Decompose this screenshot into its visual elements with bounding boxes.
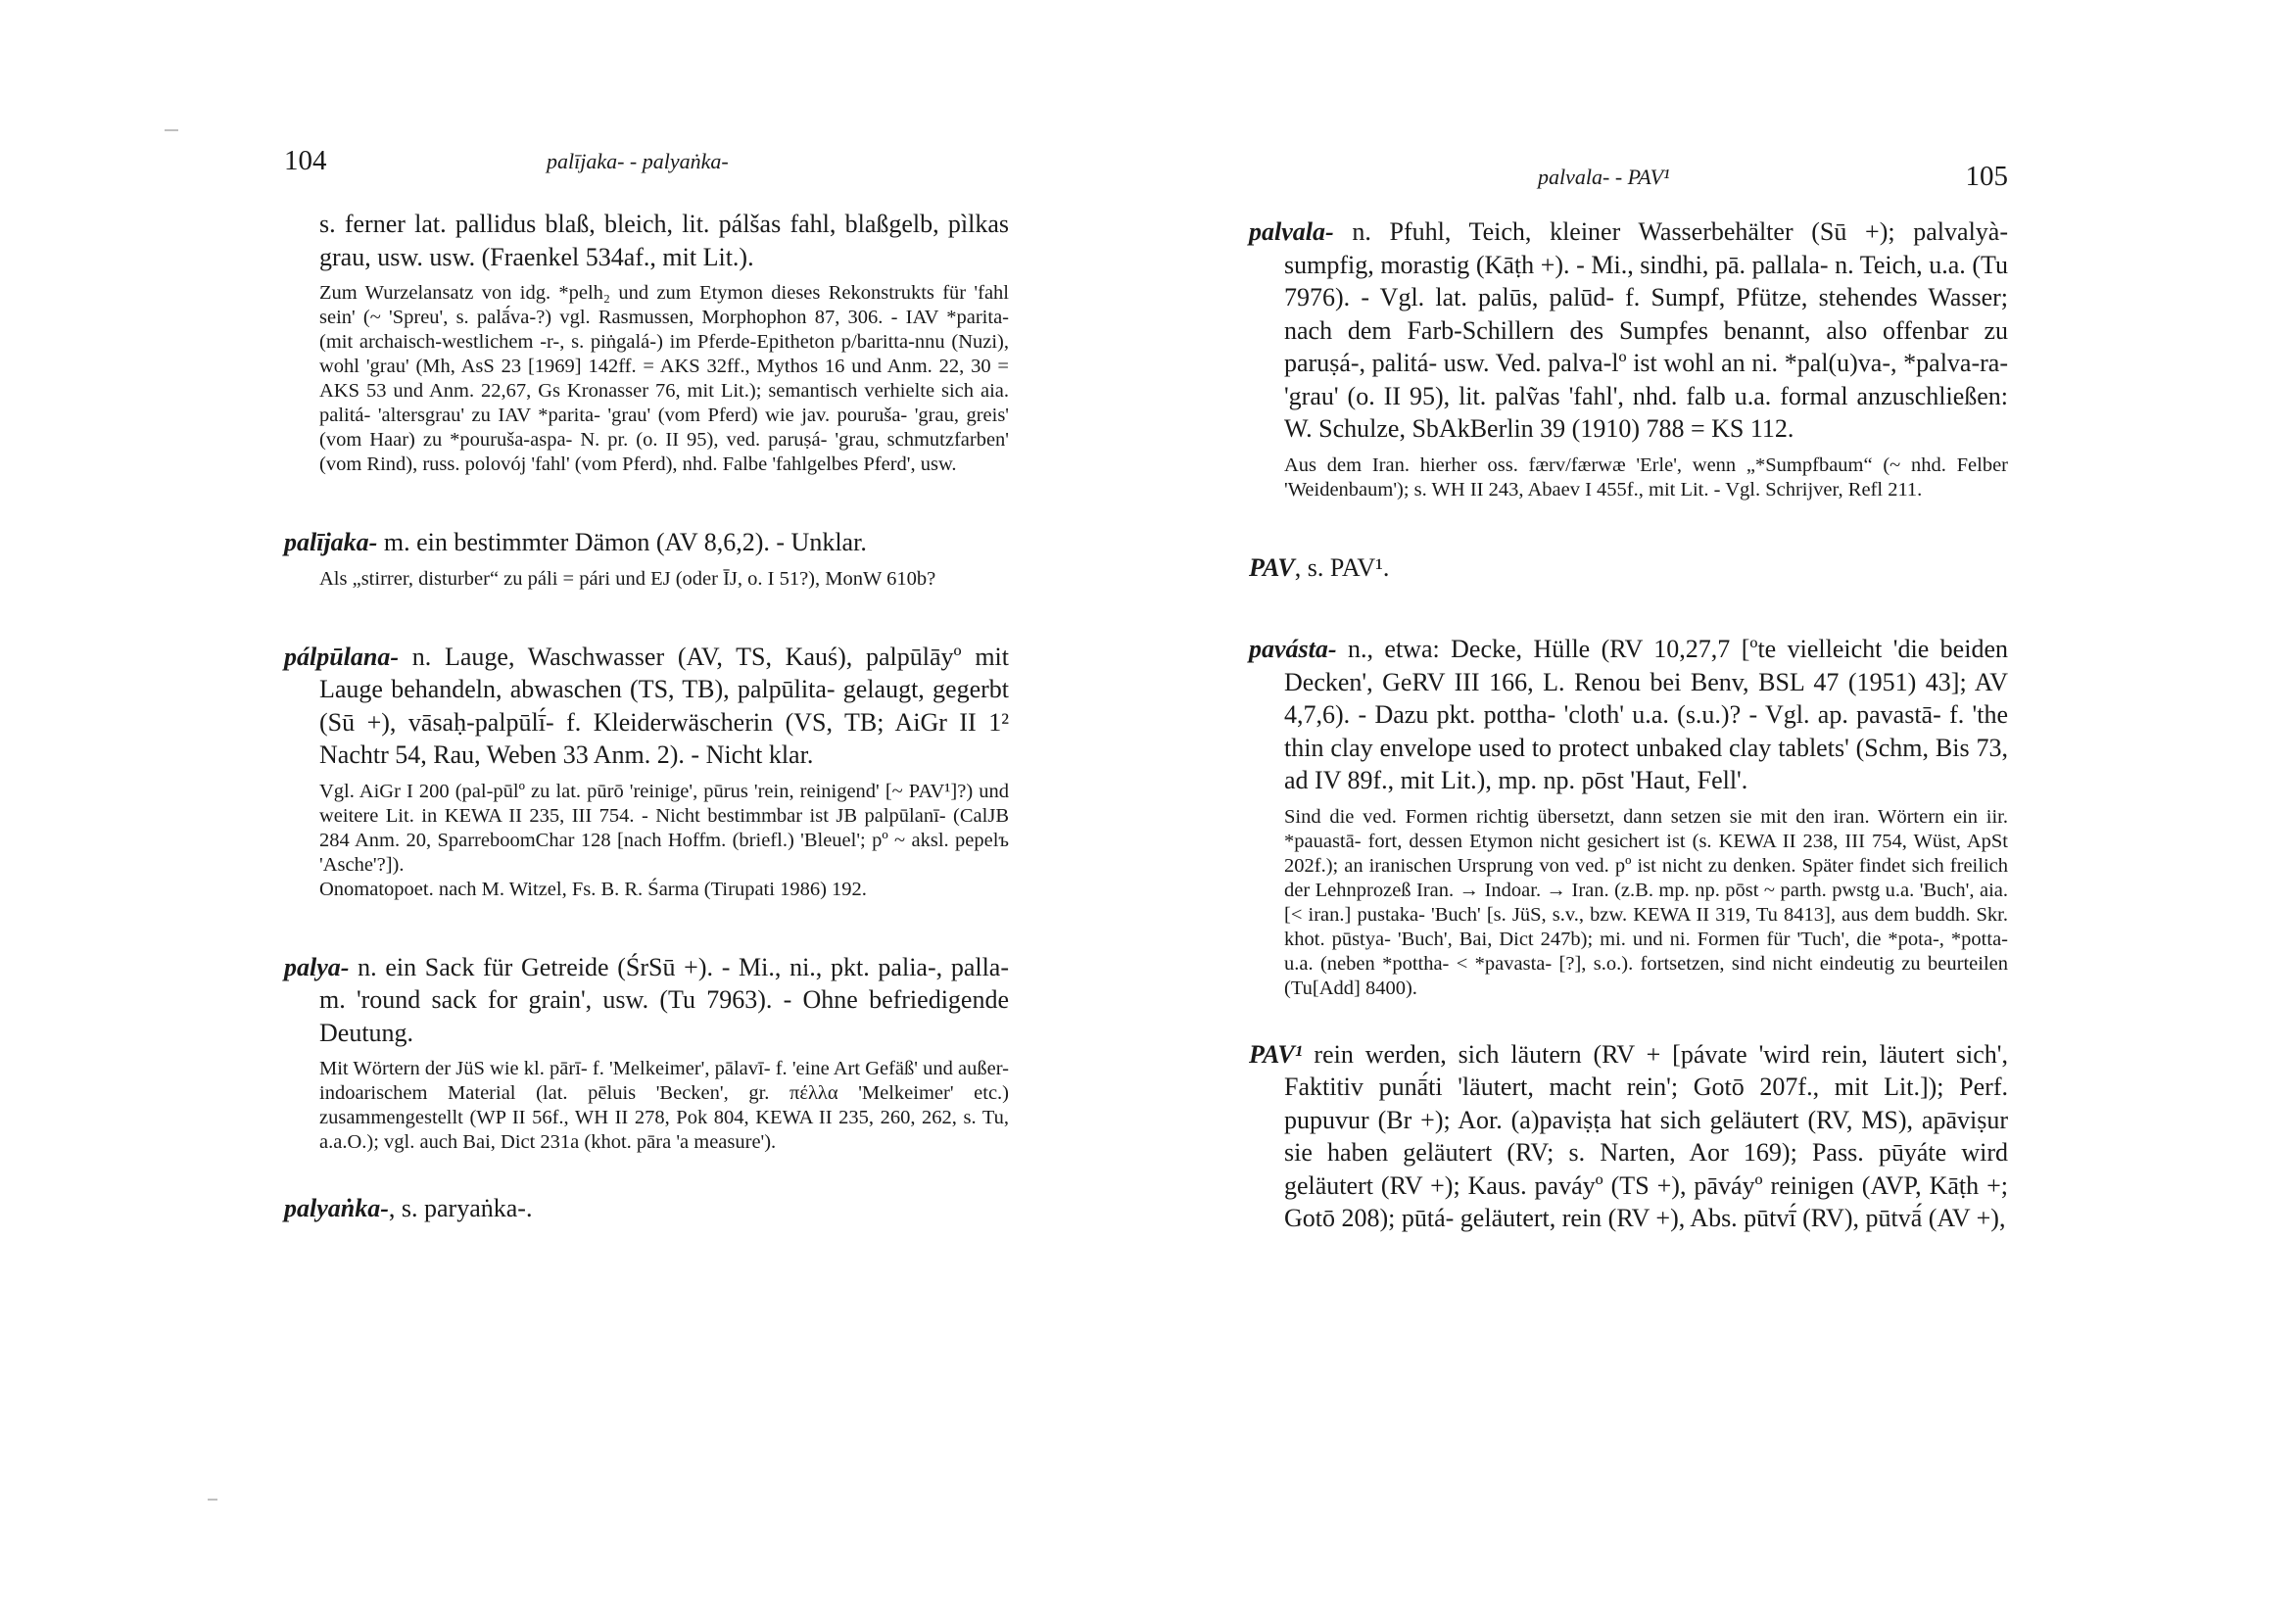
entry-continuation [284, 208, 1009, 477]
lemma: pálpūlana- [284, 642, 400, 671]
entry-note: Zum Wurzelansatz von idg. *pelh₂ und zum Etymon dieses Rekonstrukts für 'fahl sein' (~ 'Spreu', s. palā́va-?) vgl. Rasmussen, Morphophon 87, 306. - IAV *parita- (mit archaisch-westlichem -r-, s. piṅgalá-) im Pferde-Epitheton p/baritta-nnu (Nuzi), wohl 'grau' (Mh, AsS 23 [1969] 142ff. = AKS 32ff., Mythos 16 und Anm. 22, 30 = AKS 53 und Anm. 22,67, Gs Kronasser 76, mit Lit.); semantisch verhielte sich aia. palitá- 'altersgrau' zu IAV *parita- 'grau' (vom Pferd) wie jav. pouruša- 'grau, greis' (vom Haar) zu *pouruša-aspa- N. pr. (o. II 95), ved. paruṣá- 'grau, schmutzfarben' (vom Rind), russ. polovój 'fahl' (vom Pferd), nhd. Falbe 'fahlgelbes Pferd', usw. [319, 282, 1009, 475]
scan-mark-top [165, 129, 178, 131]
lemma: pavásta- [1249, 635, 1337, 663]
entry-pav1 [1249, 1038, 2008, 1235]
entry-text: s. ferner lat. pallidus blaß, bleich, lit. pálšas fahl, blaßgelb, pìlkas grau, usw. usw. (Fraenkel 534af., mit Lit.). [319, 210, 1009, 271]
entry-text: , s. paryaṅka-. [388, 1194, 533, 1222]
entry-note: Als „stirrer, disturber“ zu páli = pári und EJ (oder ĪJ, o. I 51?), MonW 610b? [319, 567, 936, 590]
entry-pavasta [1249, 633, 2008, 1001]
entry-palpulana [284, 641, 1009, 902]
entry-text: n. ein Sack für Getreide (ŚrSū +). - Mi., ni., pkt. palia-, palla- m. 'round sack for grain', usw. (Tu 7963). - Ohne befriedigende Deutung. [319, 952, 1009, 1047]
entry-note: Vgl. AiGr I 200 (pal-pūlº zu lat. pūrō 'reinige', pūrus 'rein, reinigend' [~ PAV¹]?) und weitere Lit. in KEWA II 235, III 754. - Nicht bestimmbar ist JB palpūlanī- (CalJB 284 Anm. 20, SparreboomChar 128 [nach Hoffm. (briefl.) 'Bleuel'; pº ~ aksl. pepelъ 'Asche'?]). [319, 780, 1009, 876]
lemma: palyaṅka- [284, 1194, 389, 1222]
scan-mark-bottom [208, 1499, 217, 1501]
lemma: PAV [1249, 552, 1295, 582]
lemma: palvala- [1249, 217, 1334, 246]
right-page-content [1249, 215, 2008, 1235]
entry-note-continued: Onomatopoet. nach M. Witzel, Fs. B. R. Śarma (Tirupati 1986) 192. [319, 878, 867, 900]
lemma: PAV¹ [1249, 1039, 1303, 1069]
entry-text: m. ein bestimmter Dämon (AV 8,6,2). - Unklar. [377, 528, 867, 556]
entry-pav [1249, 551, 2008, 585]
entry-note: Sind die ved. Formen richtig übersetzt, dann setzen sie mit den iran. Wörtern ein iir. *pauastā- fort, dessen Etymon nicht gesichert ist (s. KEWA II 238, III 754, Wüst, ApSt 202f.); an iranischen Ursprung von ved. pº ist nicht zu denken. Später findet sich freilich der Lehnprozeß Iran. → Indoar. → Iran. (z.B. mp. np. pōst ~ parth. pwstg u.a. 'Buch', aia. [< iran.] pustaka- 'Buch' [s. JüS, s.v., bzw. KEWA II 319, Tu 8413], aus dem buddh. Skr. khot. pūstya- 'Buch', Bai, Dict 247b); mi. und ni. Formen für 'Tuch', die *pota-, *potta- u.a. (neben *pottha- < *pavasta- [?], s.o.). fortsetzen, sind nicht eindeutig zu beurteilen (Tu[Add] 8400). [1284, 805, 2008, 999]
running-head: palījaka- - palyaṅka- [547, 149, 729, 173]
page-number: 105 [1965, 161, 2008, 192]
page-number: 104 [284, 145, 327, 176]
entry-text: n., etwa: Decke, Hülle (RV 10,27,7 [ºte vielleicht 'die beiden Decken', GeRV III 166, L. Renou bei Benv, BSL 47 (1951) 43]; AV 4,7,6). - Dazu pkt. pottha- 'cloth' u.a. (s.u.)? - Vgl. ap. pavastā- f. 'the thin clay envelope used to protect unbaked clay tablets' (Schm, Bis 73, ad IV 89f., mit Lit.), mp. np. pōst 'Haut, Fell'. [1284, 635, 2008, 794]
entry-palyanka [284, 1192, 1009, 1225]
entry-text: rein werden, sich läutern (RV + [pávate 'wird rein, läutert sich', Faktitiv punā́ti 'läutert, macht rein'; Gotō 207f., mit Lit.]); Perf. pupuvur (Br +); Aor. (a)paviṣṭa hat sich geläutert (RV, MS), apāviṣur sie haben geläutert (RV; s. Narten, Aor 169); Pass. pūyáte wird geläutert (RV +); Kaus. paváyº (TS +), pāváyº reinigen (AVP, Kāṭh +; Gotō 208); pūtá- geläutert, rein (RV +), Abs. pūtvī́ (RV), pūtvā́ (AV +), [1284, 1039, 2008, 1232]
left-page-content [284, 208, 1009, 1225]
entry-text: n. Pfuhl, Teich, kleiner Wasserbehälter (Sū +); palvalyà- sumpfig, morastig (Kāṭh +). - Mi., sindhi, pā. pallala- n. Teich, u.a. (Tu 7976). - Vgl. lat. palūs, palūd- f. Sumpf, Pfütze, stehendes Wasser; nach dem Farb-Schillern des Sumpfes benannt, also offenbar zu paruṣá-, palitá- usw. Ved. palva-lº ist wohl an ni. *pal(u)va-, *palva-ra- 'grau' (o. II 95), lit. palṽas 'fahl', nhd. falb u.a. formal anzuschließen: W. Schulze, SbAkBerlin 39 (1910) 788 = KS 112. [1284, 217, 2008, 443]
entry-palvala [1249, 215, 2008, 502]
entry-text: n. Lauge, Waschwasser (AV, TS, Kauś), palpūlāyº mit Lauge behandeln, abwaschen (TS, TB), palpūlita- gelaugt, gegerbt (Sū +), vāsaḥ-palpūlī́- f. Kleiderwäscherin (VS, TB; AiGr II 1² Nachtr 54, Rau, Weben 33 Anm. 2). - Nicht klar. [319, 642, 1009, 769]
entry-note: Aus dem Iran. hierher oss. færv/færwæ 'Erle', wenn „*Sumpfbaum“ (~ nhd. Felber 'Weidenbaum'); s. WH II 243, Abaev I 455f., mit Lit. - Vgl. Schrijver, Refl 211. [1284, 453, 2008, 501]
running-head: palvala- - PAV¹ [1538, 165, 1670, 189]
entry-text: , s. PAV¹. [1294, 552, 1390, 582]
entry-palya [284, 951, 1009, 1156]
lemma: palya- [284, 952, 350, 981]
entry-palijaka [284, 526, 1009, 592]
entry-note: Mit Wörtern der JüS wie kl. pārī- f. 'Melkeimer', pālavī- f. 'eine Art Gefäß' und außer-indoarischem Material (lat. pēluis 'Becken', gr. πέλλα 'Melkeimer' etc.) zusammengestellt (WP II 56f., WH II 278, Pok 804, KEWA II 235, 260, 262, s. Tu, a.a.O.); vgl. auch Bai, Dict 231a (khot. pāra 'a measure'). [319, 1058, 1009, 1153]
lemma: palījaka- [284, 528, 378, 556]
